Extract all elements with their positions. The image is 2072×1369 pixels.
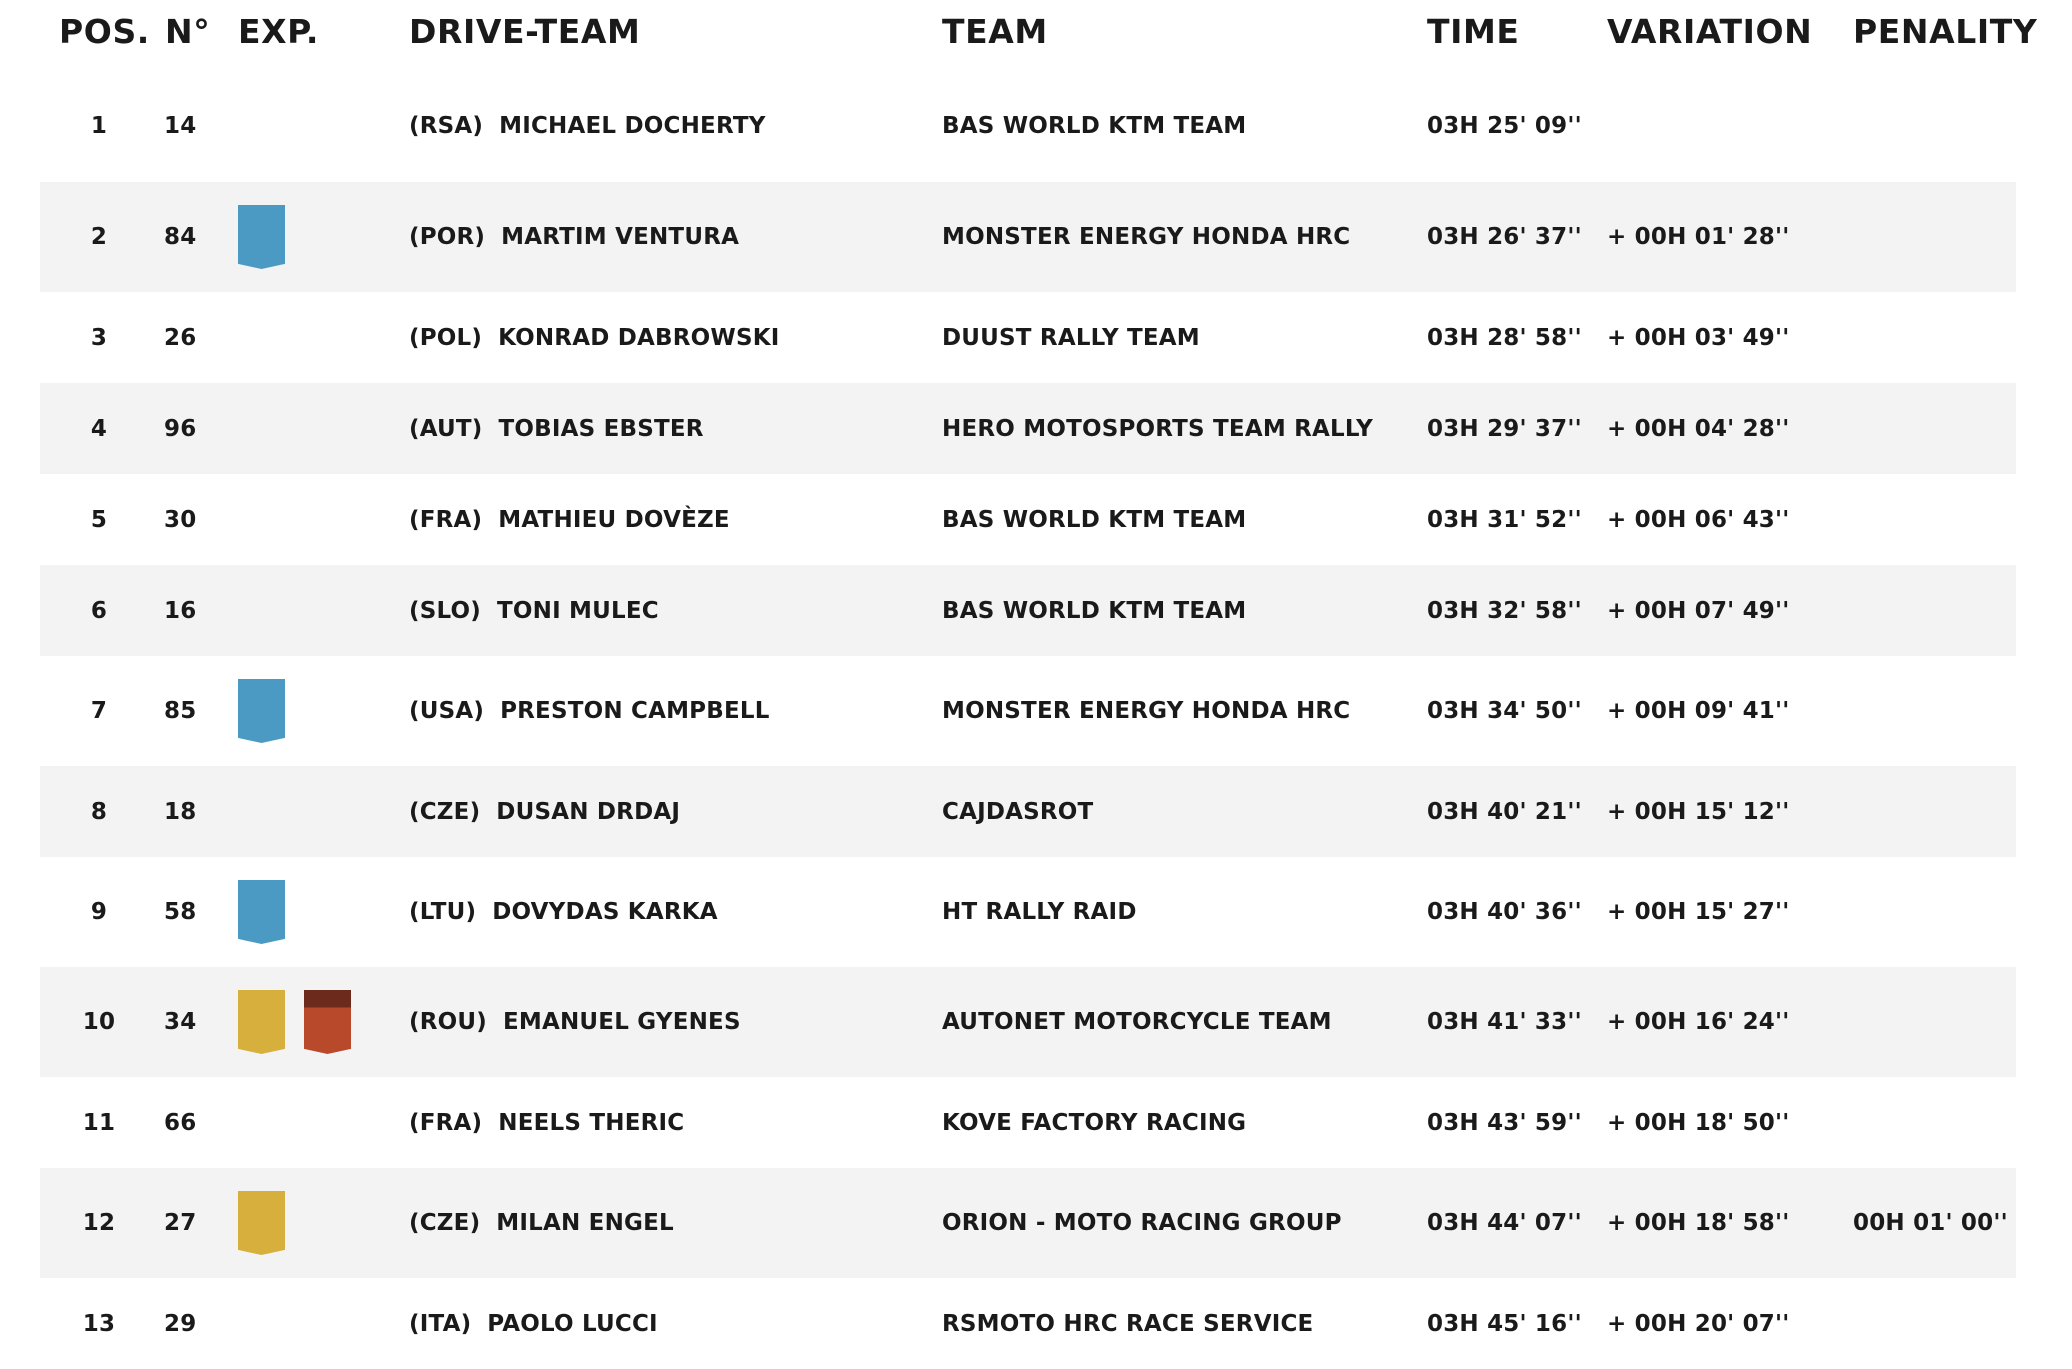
- team-cell: MONSTER ENERGY HONDA HRC: [942, 224, 1351, 250]
- time-cell: 03H 34' 50'': [1427, 698, 1582, 724]
- table-header: [40, 0, 2038, 70]
- table-row[interactable]: [40, 1168, 2016, 1278]
- time-cell: 03H 44' 07'': [1427, 1210, 1582, 1236]
- driver-cell: [409, 1168, 674, 1278]
- driver-cell: [409, 383, 704, 474]
- table-body: [40, 70, 2016, 1369]
- driver-name: KONRAD DABROWSKI: [498, 324, 780, 351]
- table-row[interactable]: [40, 383, 2016, 474]
- nationality-code: (CZE): [409, 798, 481, 825]
- experience-badges: [238, 1191, 285, 1255]
- team-cell: HT RALLY RAID: [942, 899, 1137, 925]
- table-row[interactable]: [40, 474, 2016, 565]
- position-cell: 13: [82, 1310, 116, 1337]
- driver-cell: [409, 474, 730, 565]
- experience-cell: [238, 182, 285, 292]
- team-cell: KOVE FACTORY RACING: [942, 1109, 1247, 1136]
- time-cell: 03H 29' 37'': [1427, 415, 1582, 442]
- experience-cell: [238, 857, 285, 967]
- table-row[interactable]: [40, 967, 2016, 1077]
- driver-cell: [409, 857, 718, 967]
- results-table: [40, 0, 2038, 1369]
- nationality-code: (AUT): [409, 415, 483, 442]
- driver-name: EMANUEL GYENES: [502, 1009, 741, 1035]
- header-pos: POS.: [59, 12, 150, 51]
- bib-number-cell: 30: [164, 506, 197, 533]
- bib-number-cell: 14: [164, 113, 197, 139]
- driver-cell: [409, 656, 770, 766]
- bib-number-cell: 27: [164, 1210, 197, 1236]
- team-cell: HERO MOTOSPORTS TEAM RALLY: [942, 415, 1374, 442]
- position-cell: 2: [90, 224, 108, 250]
- driver-name: MICHAEL DOCHERTY: [499, 113, 766, 139]
- variation-cell: + 00H 04' 28'': [1607, 415, 1790, 442]
- variation-cell: + 00H 20' 07'': [1607, 1310, 1790, 1337]
- bib-number-cell: 96: [164, 415, 197, 442]
- header-penalty: PENALITY: [1853, 12, 2038, 51]
- header-drive-team: DRIVE-TEAM: [409, 12, 641, 51]
- driver-cell: [409, 292, 780, 383]
- blue-badge-icon: [238, 679, 285, 743]
- time-cell: 03H 32' 58'': [1427, 597, 1582, 624]
- variation-cell: + 00H 18' 58'': [1607, 1210, 1790, 1236]
- team-cell: CAJDASROT: [942, 798, 1094, 825]
- variation-cell: + 00H 07' 49'': [1607, 597, 1790, 624]
- variation-cell: + 00H 09' 41'': [1607, 698, 1790, 724]
- variation-cell: + 00H 16' 24'': [1607, 1009, 1790, 1035]
- driver-name: NEELS THERIC: [498, 1109, 685, 1136]
- experience-badges: [238, 205, 285, 269]
- driver-cell: [409, 1278, 658, 1369]
- position-cell: 3: [90, 324, 108, 351]
- time-cell: 03H 43' 59'': [1427, 1109, 1582, 1136]
- bib-number-cell: 16: [164, 597, 197, 624]
- time-cell: 03H 28' 58'': [1427, 324, 1582, 351]
- table-row[interactable]: [40, 565, 2016, 656]
- team-cell: ORION - MOTO RACING GROUP: [942, 1210, 1342, 1236]
- position-cell: 6: [90, 597, 108, 624]
- driver-name: TONI MULEC: [496, 597, 659, 624]
- table-row[interactable]: [40, 766, 2016, 857]
- driver-cell: [409, 70, 766, 182]
- time-cell: 03H 40' 21'': [1427, 798, 1582, 825]
- nationality-code: (LTU): [409, 899, 477, 925]
- team-cell: BAS WORLD KTM TEAM: [942, 597, 1247, 624]
- bib-number-cell: 26: [164, 324, 197, 351]
- team-cell: RSMOTO HRC RACE SERVICE: [942, 1310, 1314, 1337]
- driver-name: MILAN ENGEL: [496, 1210, 674, 1236]
- team-cell: AUTONET MOTORCYCLE TEAM: [942, 1009, 1332, 1035]
- position-cell: 8: [90, 798, 108, 825]
- experience-badges: [238, 880, 285, 944]
- table-row[interactable]: [40, 292, 2016, 383]
- time-cell: 03H 26' 37'': [1427, 224, 1582, 250]
- variation-cell: + 00H 01' 28'': [1607, 224, 1790, 250]
- header-number: N°: [165, 12, 211, 51]
- driver-name: TOBIAS EBSTER: [498, 415, 704, 442]
- rust-badge-icon: [304, 990, 351, 1054]
- team-cell: BAS WORLD KTM TEAM: [942, 113, 1247, 139]
- variation-cell: + 00H 15' 27'': [1607, 899, 1790, 925]
- table-row[interactable]: [40, 656, 2016, 766]
- driver-cell: [409, 565, 659, 656]
- team-cell: DUUST RALLY TEAM: [942, 324, 1200, 351]
- bib-number-cell: 29: [164, 1310, 197, 1337]
- table-row[interactable]: [40, 182, 2016, 292]
- driver-name: DOVYDAS KARKA: [492, 899, 718, 925]
- experience-badges: [238, 679, 285, 743]
- header-team: TEAM: [942, 12, 1048, 51]
- team-cell: MONSTER ENERGY HONDA HRC: [942, 698, 1351, 724]
- nationality-code: (ROU): [409, 1009, 487, 1035]
- gold-badge-icon: [238, 990, 285, 1054]
- driver-cell: [409, 182, 739, 292]
- header-time: TIME: [1427, 12, 1520, 51]
- driver-name: MATHIEU DOVÈZE: [498, 506, 730, 533]
- position-cell: 12: [82, 1210, 116, 1236]
- time-cell: 03H 25' 09'': [1427, 113, 1582, 139]
- experience-cell: [238, 1168, 285, 1278]
- nationality-code: (POR): [409, 224, 486, 250]
- bib-number-cell: 84: [164, 224, 197, 250]
- nationality-code: (SLO): [409, 597, 481, 624]
- nationality-code: (ITA): [409, 1310, 472, 1337]
- variation-cell: + 00H 06' 43'': [1607, 506, 1790, 533]
- header-variation: VARIATION: [1607, 12, 1813, 51]
- bib-number-cell: 58: [164, 899, 197, 925]
- penalty-cell: 00H 01' 00'': [1853, 1210, 2008, 1236]
- position-cell: 1: [90, 113, 108, 139]
- time-cell: 03H 45' 16'': [1427, 1310, 1582, 1337]
- table-row[interactable]: [40, 1278, 2016, 1369]
- team-cell: BAS WORLD KTM TEAM: [942, 506, 1247, 533]
- experience-badges: [238, 990, 351, 1054]
- driver-name: DUSAN DRDAJ: [496, 798, 681, 825]
- blue-badge-icon: [238, 205, 285, 269]
- position-cell: 7: [90, 698, 108, 724]
- nationality-code: (POL): [409, 324, 483, 351]
- position-cell: 11: [82, 1109, 116, 1136]
- nationality-code: (FRA): [409, 506, 483, 533]
- blue-badge-icon: [238, 880, 285, 944]
- table-row[interactable]: [40, 857, 2016, 967]
- driver-cell: [409, 766, 680, 857]
- variation-cell: + 00H 15' 12'': [1607, 798, 1790, 825]
- nationality-code: (FRA): [409, 1109, 483, 1136]
- time-cell: 03H 31' 52'': [1427, 506, 1582, 533]
- variation-cell: + 00H 03' 49'': [1607, 324, 1790, 351]
- header-exp: EXP.: [238, 12, 320, 51]
- table-row[interactable]: [40, 70, 2016, 182]
- position-cell: 9: [90, 899, 108, 925]
- time-cell: 03H 40' 36'': [1427, 899, 1582, 925]
- nationality-code: (USA): [409, 698, 485, 724]
- experience-cell: [238, 967, 351, 1077]
- time-cell: 03H 41' 33'': [1427, 1009, 1582, 1035]
- position-cell: 5: [90, 506, 108, 533]
- nationality-code: (RSA): [409, 113, 484, 139]
- variation-cell: + 00H 18' 50'': [1607, 1109, 1790, 1136]
- bib-number-cell: 85: [164, 698, 197, 724]
- table-row[interactable]: [40, 1077, 2016, 1168]
- bib-number-cell: 34: [164, 1009, 197, 1035]
- driver-cell: [409, 1077, 684, 1168]
- bib-number-cell: 66: [164, 1109, 197, 1136]
- driver-name: PRESTON CAMPBELL: [500, 698, 770, 724]
- driver-cell: [409, 967, 741, 1077]
- driver-name: MARTIM VENTURA: [501, 224, 740, 250]
- gold-badge-icon: [238, 1191, 285, 1255]
- bib-number-cell: 18: [164, 798, 197, 825]
- experience-cell: [238, 656, 285, 766]
- nationality-code: (CZE): [409, 1210, 481, 1236]
- position-cell: 10: [82, 1009, 116, 1035]
- driver-name: PAOLO LUCCI: [487, 1310, 658, 1337]
- position-cell: 4: [90, 415, 108, 442]
